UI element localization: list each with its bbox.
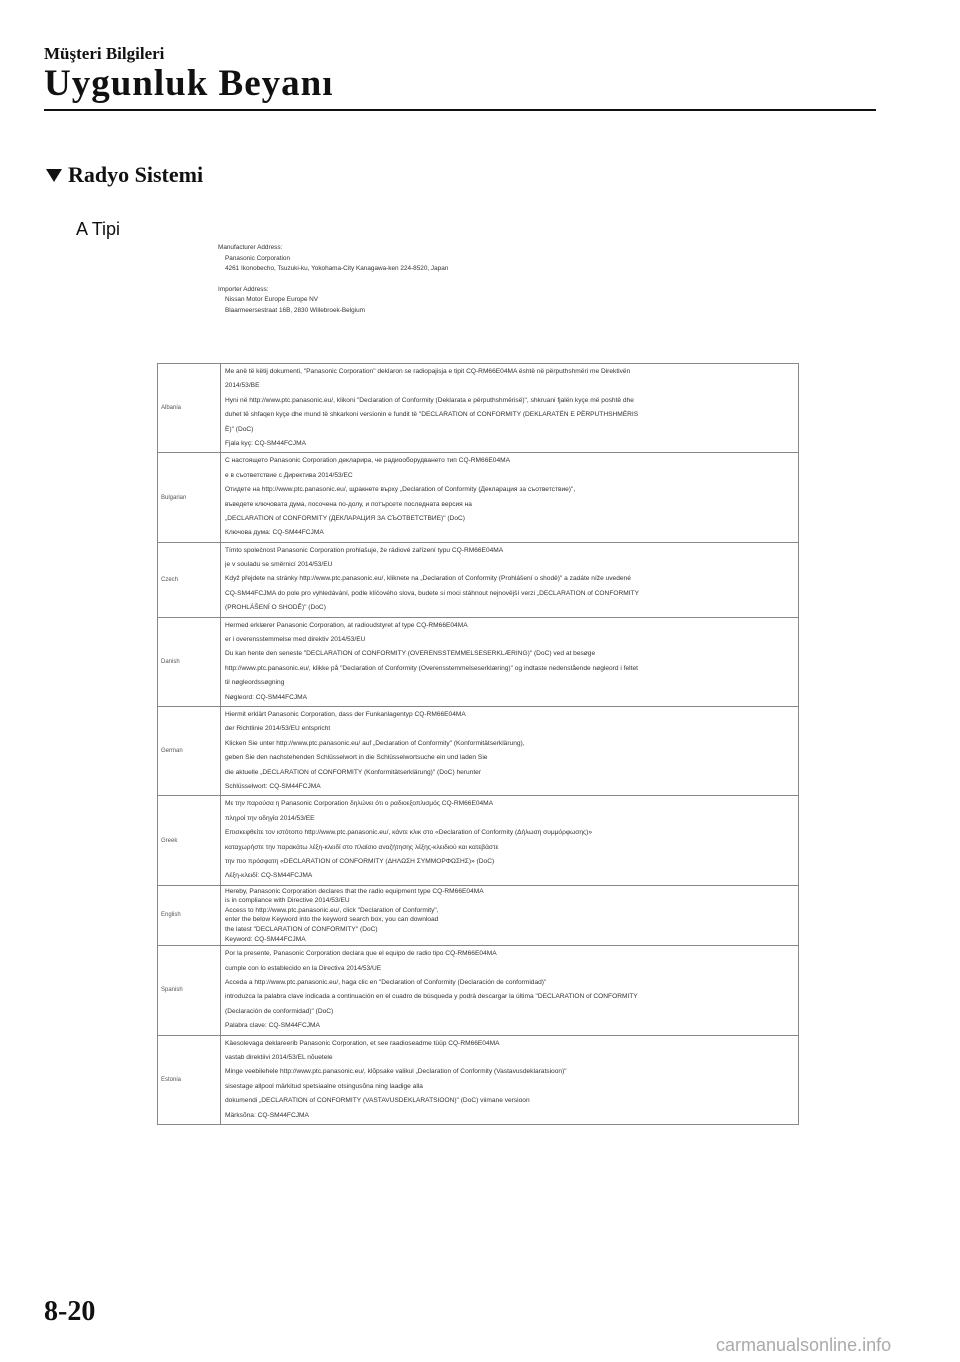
manufacturer-address xyxy=(218,243,778,275)
triangle-bullet-icon xyxy=(46,169,62,182)
declaration-line: „DECLARATION of CONFORMITY (ДЕКЛАРАЦИЯ ЗА СЪОТВЕТСТВИЕ)" (DoC) xyxy=(225,514,465,522)
declaration-line: Palabra clave: CQ-SM44FCJMA xyxy=(225,1022,320,1030)
declaration-line: der Richtlinie 2014/53/EU entspricht xyxy=(225,725,331,733)
page-number: 8-20 xyxy=(44,1296,96,1327)
watermark: carmanualsonline.info xyxy=(716,1335,892,1355)
declaration-table-body xyxy=(158,364,799,1125)
declaration-line: Tímto společnost Panasonic Corporation prohlašuje, že rádiové zařízení typu CQ-RM66E04MA xyxy=(225,546,504,554)
declaration-text xyxy=(221,946,799,1035)
declaration-text xyxy=(221,885,799,946)
declaration-line: (Declaración de conformidad)" (DoC) xyxy=(225,1007,334,1015)
page-title: Uygunluk Beyanı xyxy=(44,63,334,104)
declaration-language: English xyxy=(158,885,221,946)
manufacturer-line: Panasonic Corporation xyxy=(225,254,291,262)
manufacturer-label: Manufacturer Address: xyxy=(218,244,283,251)
declaration-line: dokumendi „DECLARATION of CONFORMITY (VASTAVUSDEKLARATSIOON)" (DoC) viimane versioon xyxy=(225,1097,530,1105)
declaration-line: die aktuelle „DECLARATION of CONFORMITY (Konformitätserklärung)" (DoC) herunter xyxy=(225,768,482,776)
declaration-line: Ë)" (DoC) xyxy=(225,425,254,433)
declaration-line: Отидете на http://www.ptc.panasonic.eu/, щракнете върху „Declaration of Conformity (Декларация за съответствие)", xyxy=(225,486,576,494)
declaration-line: the latest "DECLARATION of CONFORMITY" (DoC) xyxy=(225,926,378,934)
declaration-line: Hereby, Panasonic Corporation declares that the radio equipment type CQ-RM66E04MA xyxy=(225,887,484,895)
declaration-line: introduzca la palabra clave indicada a continuación en el cuadro de búsqueda y podrá descargar la última "DECLARATION of CONFORMITY xyxy=(225,993,638,1001)
declaration-language: Danish xyxy=(158,617,221,706)
declaration-line: Ключова дума: CQ-SM44FCJMA xyxy=(225,529,324,537)
declaration-line: vastab direktiivi 2014/53/EL nõuetele xyxy=(225,1053,333,1061)
declaration-line: til nøgleordssøgning xyxy=(225,679,285,687)
declaration-row xyxy=(158,796,799,885)
declaration-line: enter the below Keyword into the keyword search box, you can download xyxy=(225,916,439,924)
declaration-language: Albania xyxy=(158,364,221,453)
declaration-text xyxy=(221,542,799,617)
declaration-text xyxy=(221,453,799,542)
declaration-line: cumple con lo establecido en la Directiva 2014/53/UE xyxy=(225,964,382,972)
declaration-line: er i overensstemmelse med direktiv 2014/53/EU xyxy=(225,636,366,644)
declaration-line: Klicken Sie unter http://www.ptc.panasonic.eu/ auf „Declaration of Conformity" (Konformitätserklärung), xyxy=(225,739,525,747)
section-label: Müşteri Bilgileri xyxy=(44,44,165,63)
declaration-line: Nøgleord: CQ-SM44FCJMA xyxy=(225,693,308,701)
address-block xyxy=(218,243,778,327)
importer-address xyxy=(218,285,778,317)
declaration-line: Du kan hente den seneste "DECLARATION of CONFORMITY (OVERENSSTEMMELSESERKLÆRING)" (DoC) ved at besøge xyxy=(225,650,596,658)
declaration-line: (PROHLÁŠENÍ O SHODĚ)" (DoC) xyxy=(225,604,326,612)
declaration-row xyxy=(158,542,799,617)
declaration-language: Greek xyxy=(158,796,221,885)
declaration-line: Acceda a http://www.ptc.panasonic.eu/, haga clic en "Declaration of Conformity (Declaración de conformidad)" xyxy=(225,979,547,987)
declaration-line: е в съответствие с Директива 2014/53/ЕС xyxy=(225,471,353,479)
declaration-line: καταχωρήστε την παρακάτω λέξη-κλειδί στο πλαίσιο αναζήτησης λέξης-κλειδιού και κατεβάστε xyxy=(225,843,499,851)
subsection-heading xyxy=(46,162,203,188)
declaration-row xyxy=(158,706,799,795)
declaration-row xyxy=(158,946,799,1035)
type-label: A Tipi xyxy=(76,219,121,239)
declaration-line: is in compliance with Directive 2014/53/EU xyxy=(225,897,350,905)
declaration-line: Λέξη-κλειδί: CQ-SM44FCJMA xyxy=(225,872,313,880)
declaration-text xyxy=(221,617,799,706)
declaration-line: Hyni në http://www.ptc.panasonic.eu/, klikoni "Declaration of Conformity (Deklarata e përputhshmërisë)", shkruani fjalën kyçe më poshtë dhe xyxy=(225,396,634,404)
declaration-line: Schlüsselwort: CQ-SM44FCJMA xyxy=(225,782,321,790)
declaration-text xyxy=(221,796,799,885)
declaration-text xyxy=(221,364,799,453)
declaration-line: Access to http://www.ptc.panasonic.eu/, click "Declaration of Conformity", xyxy=(225,906,439,914)
declaration-line: С настоящето Panasonic Corporation декларира, че радиооборудването тип CQ-RM66E04MA xyxy=(225,457,511,465)
declaration-line: sisestage allpool märkitud spetsiaalne otsingusõna ning laadige alla xyxy=(225,1082,423,1090)
declaration-line: πληροί την οδηγία 2014/53/ΕΕ xyxy=(225,814,315,822)
declaration-line: Hermed erklærer Panasonic Corporation, at radioudstyret af type CQ-RM66E04MA xyxy=(225,621,468,629)
declaration-language: Spanish xyxy=(158,946,221,1035)
declaration-line: Když přejdete na stránky http://www.ptc.panasonic.eu/, kliknete na „Declaration of Conformity (Prohlášení o shodě)" a zadáte níže uvedené xyxy=(225,575,631,583)
declaration-language: Estonia xyxy=(158,1035,221,1124)
declaration-line: Minge veebilehele http://www.ptc.panasonic.eu/, klõpsake valikul „Declaration of Conformity (Vastavusdeklaratsioon)" xyxy=(225,1068,567,1076)
declaration-line: Fjala kyç: CQ-SM44FCJMA xyxy=(225,439,306,447)
declaration-row xyxy=(158,364,799,453)
declaration-line: Με την παρούσα η Panasonic Corporation δηλώνει ότι ο ραδιοεξοπλισμός CQ-RM66E04MA xyxy=(225,800,494,808)
declaration-line: geben Sie den nachstehenden Schlüsselwort in die Schlüsselwortsuche ein und laden Sie xyxy=(225,754,488,762)
declaration-line: http://www.ptc.panasonic.eu/, klikke på "Declaration of Conformity (Overensstemmelseserklæring)" og indtaste nedenstående nøgleord i feltet xyxy=(225,664,638,672)
importer-line: Blaarmeersestraat 16B, 2830 Willebroek-Belgium xyxy=(225,306,365,314)
declaration-line: je v souladu se směrnicí 2014/53/EU xyxy=(225,561,333,569)
declaration-line: Märksõna: CQ-SM44FCJMA xyxy=(225,1111,309,1119)
declaration-language: German xyxy=(158,706,221,795)
declaration-row xyxy=(158,885,799,946)
declaration-line: Me anë të këtij dokumenti, "Panasonic Corporation" deklaron se radiopajisja e tipit CQ-RM66E04MA është në përputhshmëri me Direktivën xyxy=(225,368,631,375)
declaration-table xyxy=(157,363,799,1125)
declaration-line: Επισκεφθείτε τον ιστότοπο http://www.ptc.panasonic.eu/, κάντε κλικ στο «Declaration of Conformity (Δήλωση συμμόρφωσης)» xyxy=(225,829,593,837)
importer-label: Importer Address: xyxy=(218,285,269,293)
declaration-language: Czech xyxy=(158,542,221,617)
subsection-title: Radyo Sistemi xyxy=(68,162,204,187)
declaration-language: Bulgarian xyxy=(158,453,221,542)
declaration-line: въведете ключовата дума, посочена по-долу, и потърсете последната версия на xyxy=(225,500,472,508)
importer-line: Nissan Motor Europe Europe NV xyxy=(225,296,319,304)
declaration-text xyxy=(221,1035,799,1124)
declaration-row xyxy=(158,1035,799,1124)
declaration-row xyxy=(158,617,799,706)
declaration-line: Por la presente, Panasonic Corporation declara que el equipo de radio tipo CQ-RM66E04MA xyxy=(225,950,497,958)
declaration-line: την πιο πρόσφατη «DECLARATION of CONFORMITY (ΔΗΛΩΣΗ ΣΥΜΜΟΡΦΩΣΗΣ)» (DoC) xyxy=(225,857,495,865)
declaration-line: CQ-SM44FCJMA do pole pro vyhledávání, podle klíčového slova, budete si moci stáhnout nejnovější verzi „DECLARATION of CONFORMITY xyxy=(225,589,639,597)
manufacturer-line: 4261 Ikonobecho, Tsuzuki-ku, Yokohama-City Kanagawa-ken 224-8520, Japan xyxy=(225,265,449,273)
declaration-line: Hiermit erklärt Panasonic Corporation, dass der Funkanlagentyp CQ-RM66E04MA xyxy=(225,710,466,718)
declaration-line: Keyword: CQ-SM44FCJMA xyxy=(225,935,306,943)
declaration-line: 2014/53/BE xyxy=(225,382,260,390)
title-rule xyxy=(44,109,876,111)
declaration-row xyxy=(158,453,799,542)
declaration-line: Käesolevaga deklareerib Panasonic Corporation, et see raadioseadme tüüp CQ-RM66E04MA xyxy=(225,1039,500,1047)
declaration-text xyxy=(221,706,799,795)
declaration-line: duhet të shfaqen kyçe dhe mund të shkarkoni versionin e fundit të "DECLARATION of CONFORMITY (DEKLARATËN E PËRPUTHSHMËRIS xyxy=(225,411,639,419)
